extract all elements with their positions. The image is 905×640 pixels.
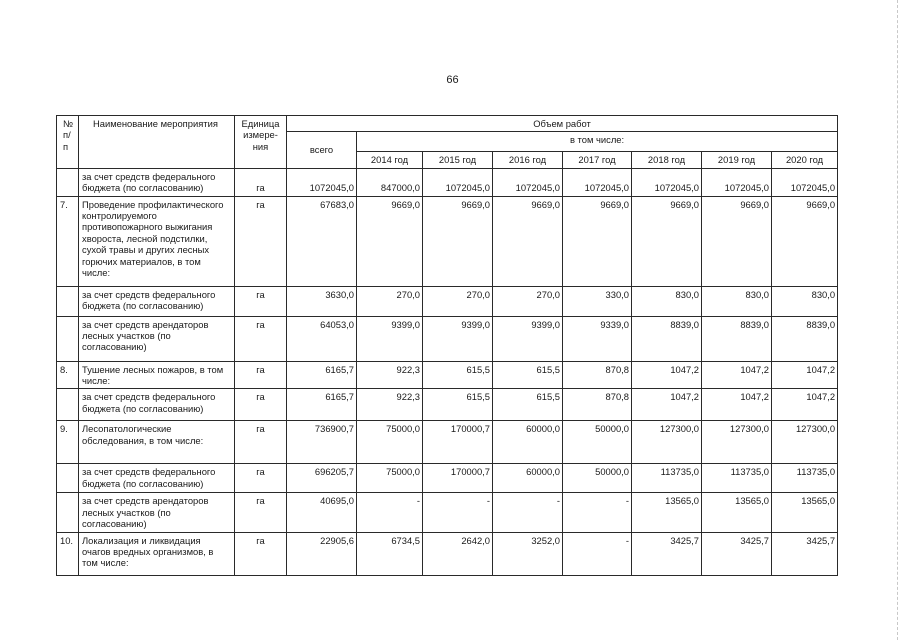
unit-cell: га (235, 421, 287, 464)
table-row (57, 464, 838, 493)
year-value-cell: 3425,7 (772, 532, 838, 575)
year-value-cell: 8839,0 (632, 316, 702, 361)
table-row (57, 286, 838, 316)
year-value-cell: 1047,2 (702, 389, 772, 421)
year-value-cell: 3425,7 (702, 532, 772, 575)
year-value-cell: 1047,2 (632, 361, 702, 389)
year-value-cell: 270,0 (423, 286, 493, 316)
measure-name: Тушение лесных пожаров, в том числе: (79, 361, 235, 389)
table-row (57, 196, 838, 286)
header-year: 2019 год (702, 152, 772, 168)
header-total: всего (287, 132, 357, 168)
year-value-cell: 3425,7 (632, 532, 702, 575)
year-value-cell: 9669,0 (702, 196, 772, 286)
year-value-cell: 9669,0 (563, 196, 632, 286)
year-value-cell: 2642,0 (423, 532, 493, 575)
header-year: 2015 год (423, 152, 493, 168)
year-value-cell: 847000,0 (357, 168, 423, 196)
year-value-cell: 6734,5 (357, 532, 423, 575)
unit-cell: га (235, 389, 287, 421)
unit-cell: га (235, 286, 287, 316)
year-value-cell: - (563, 493, 632, 532)
year-value-cell: 870,8 (563, 361, 632, 389)
year-value-cell: 113735,0 (772, 464, 838, 493)
measure-name: Проведение профилактического контролируемого противопожарного выжигания хвороста, лесной подстилки, сухой травы и других лесных горючих материалов, в том числе: (79, 196, 235, 286)
measure-name: за счет средств федерального бюджета (по согласованию) (79, 168, 235, 196)
year-value-cell: 3252,0 (493, 532, 563, 575)
year-value-cell: 50000,0 (563, 464, 632, 493)
table-row (57, 493, 838, 532)
year-value-cell: 127300,0 (632, 421, 702, 464)
unit-cell: га (235, 168, 287, 196)
total-cell: 1072045,0 (287, 168, 357, 196)
header-year: 2020 год (772, 152, 838, 168)
year-value-cell: 9669,0 (423, 196, 493, 286)
year-value-cell: - (357, 493, 423, 532)
year-value-cell: 1047,2 (632, 389, 702, 421)
row-number (57, 286, 79, 316)
year-value-cell: 8839,0 (772, 316, 838, 361)
year-value-cell: - (423, 493, 493, 532)
row-number (57, 464, 79, 493)
table-header (57, 116, 838, 169)
year-value-cell: 9669,0 (357, 196, 423, 286)
unit-cell: га (235, 532, 287, 575)
year-value-cell: 615,5 (493, 361, 563, 389)
header-year: 2014 год (357, 152, 423, 168)
table-row (57, 421, 838, 464)
total-cell: 64053,0 (287, 316, 357, 361)
row-number (57, 389, 79, 421)
total-cell: 696205,7 (287, 464, 357, 493)
year-value-cell: 8839,0 (702, 316, 772, 361)
year-value-cell: 50000,0 (563, 421, 632, 464)
year-value-cell: 922,3 (357, 389, 423, 421)
year-value-cell: 830,0 (702, 286, 772, 316)
header-year: 2017 год (563, 152, 632, 168)
year-value-cell: - (563, 532, 632, 575)
header-npp: № п/п (57, 116, 79, 169)
unit-cell: га (235, 316, 287, 361)
header-volume: Объем работ (287, 116, 838, 132)
year-value-cell: 113735,0 (702, 464, 772, 493)
header-year: 2016 год (493, 152, 563, 168)
table-row (57, 532, 838, 575)
measure-name: за счет средств арендаторов лесных участков (по согласованию) (79, 493, 235, 532)
year-value-cell: - (493, 493, 563, 532)
row-number (57, 168, 79, 196)
year-value-cell: 922,3 (357, 361, 423, 389)
total-cell: 67683,0 (287, 196, 357, 286)
measure-name: Локализация и ликвидация очагов вредных организмов, в том числе: (79, 532, 235, 575)
row-number: 10. (57, 532, 79, 575)
year-value-cell: 870,8 (563, 389, 632, 421)
work-volume-table (56, 115, 838, 576)
year-value-cell: 13565,0 (632, 493, 702, 532)
total-cell: 6165,7 (287, 361, 357, 389)
unit-cell: га (235, 464, 287, 493)
year-value-cell: 9399,0 (357, 316, 423, 361)
row-number (57, 493, 79, 532)
year-value-cell: 9399,0 (493, 316, 563, 361)
table-row (57, 389, 838, 421)
year-value-cell: 170000,7 (423, 464, 493, 493)
page-edge-rule (897, 0, 898, 640)
year-value-cell: 330,0 (563, 286, 632, 316)
year-value-cell: 615,5 (423, 361, 493, 389)
year-value-cell: 9669,0 (632, 196, 702, 286)
year-value-cell: 13565,0 (702, 493, 772, 532)
year-value-cell: 9669,0 (772, 196, 838, 286)
measure-name: за счет средств федерального бюджета (по согласованию) (79, 464, 235, 493)
header-name: Наименование мероприятия (79, 116, 235, 169)
header-unit: Единица измере-ния (235, 116, 287, 169)
year-value-cell: 9669,0 (493, 196, 563, 286)
year-value-cell: 1072045,0 (632, 168, 702, 196)
year-value-cell: 127300,0 (702, 421, 772, 464)
year-value-cell: 1047,2 (702, 361, 772, 389)
year-value-cell: 170000,7 (423, 421, 493, 464)
year-value-cell: 60000,0 (493, 464, 563, 493)
total-cell: 6165,7 (287, 389, 357, 421)
measure-name: за счет средств арендаторов лесных участков (по согласованию) (79, 316, 235, 361)
year-value-cell: 75000,0 (357, 464, 423, 493)
year-value-cell: 113735,0 (632, 464, 702, 493)
unit-cell: га (235, 361, 287, 389)
table-row (57, 316, 838, 361)
unit-cell: га (235, 493, 287, 532)
header-year: 2018 год (632, 152, 702, 168)
row-number: 7. (57, 196, 79, 286)
row-number: 8. (57, 361, 79, 389)
measure-name: Лесопатологические обследования, в том числе: (79, 421, 235, 464)
year-value-cell: 127300,0 (772, 421, 838, 464)
year-value-cell: 615,5 (493, 389, 563, 421)
table-row (57, 361, 838, 389)
total-cell: 22905,6 (287, 532, 357, 575)
total-cell: 3630,0 (287, 286, 357, 316)
measure-name: за счет средств федерального бюджета (по согласованию) (79, 286, 235, 316)
year-value-cell: 1072045,0 (423, 168, 493, 196)
year-value-cell: 615,5 (423, 389, 493, 421)
year-value-cell: 830,0 (772, 286, 838, 316)
year-value-cell: 1047,2 (772, 389, 838, 421)
total-cell: 40695,0 (287, 493, 357, 532)
year-value-cell: 9339,0 (563, 316, 632, 361)
year-value-cell: 1072045,0 (563, 168, 632, 196)
table-body (57, 168, 838, 575)
year-value-cell: 13565,0 (772, 493, 838, 532)
year-value-cell: 830,0 (632, 286, 702, 316)
year-value-cell: 9399,0 (423, 316, 493, 361)
year-value-cell: 1072045,0 (493, 168, 563, 196)
measure-name: за счет средств федерального бюджета (по согласованию) (79, 389, 235, 421)
year-value-cell: 270,0 (493, 286, 563, 316)
row-number: 9. (57, 421, 79, 464)
total-cell: 736900,7 (287, 421, 357, 464)
year-value-cell: 270,0 (357, 286, 423, 316)
year-value-cell: 1072045,0 (702, 168, 772, 196)
table-row (57, 168, 838, 196)
row-number (57, 316, 79, 361)
year-value-cell: 60000,0 (493, 421, 563, 464)
unit-cell: га (235, 196, 287, 286)
page-number: 66 (446, 74, 459, 86)
year-value-cell: 1047,2 (772, 361, 838, 389)
year-value-cell: 1072045,0 (772, 168, 838, 196)
year-value-cell: 75000,0 (357, 421, 423, 464)
header-including: в том числе: (357, 132, 838, 152)
